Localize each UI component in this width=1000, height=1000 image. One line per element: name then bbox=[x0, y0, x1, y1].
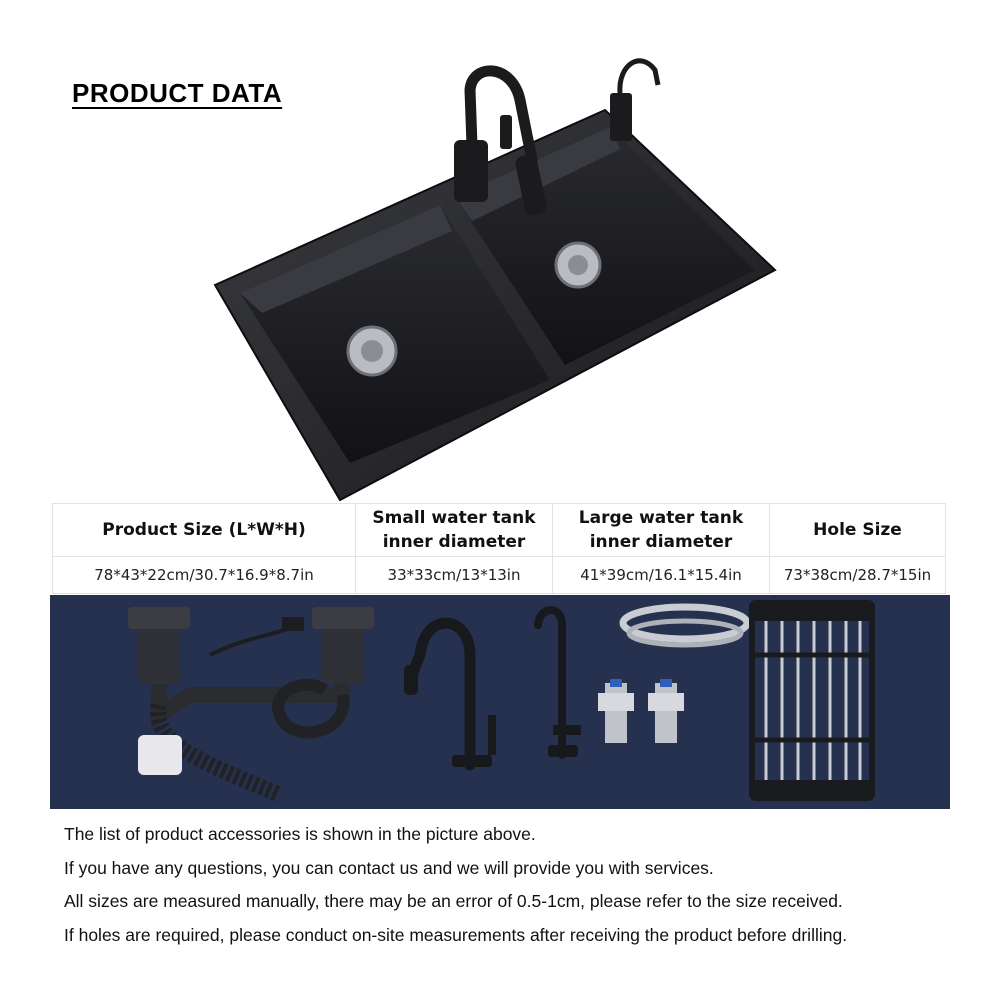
sink-product-image bbox=[200, 45, 800, 505]
hoses-and-angle-valves-icon bbox=[598, 607, 747, 743]
notes-list bbox=[64, 818, 964, 952]
header-small-tank bbox=[356, 504, 553, 557]
value-small-tank: 33*33cm/13*13in bbox=[356, 557, 553, 594]
page-heading: PRODUCT DATA bbox=[72, 78, 283, 108]
accessories-image bbox=[50, 595, 950, 809]
product-spec-table bbox=[52, 503, 946, 594]
header-small-tank-line-2: inner diameter bbox=[382, 532, 526, 552]
drain-pipe-kit-icon bbox=[128, 607, 374, 795]
pull-down-faucet-icon bbox=[404, 623, 496, 767]
spec-header-row bbox=[53, 504, 946, 557]
header-large-tank-line-2: inner diameter bbox=[589, 532, 733, 552]
header-product-size bbox=[53, 504, 356, 557]
value-large-tank: 41*39cm/16.1*15.4in bbox=[553, 557, 770, 594]
value-product-size: 78*43*22cm/30.7*16.9*8.7in bbox=[53, 557, 356, 594]
drain-rack-icon bbox=[752, 603, 872, 798]
header-product-size-line: Product Size (L*W*H) bbox=[102, 520, 306, 540]
header-small-tank-line-1: Small water tank bbox=[372, 508, 536, 528]
header-large-tank bbox=[553, 504, 770, 557]
value-hole-size: 73*38cm/28.7*15in bbox=[770, 557, 946, 594]
note-holes: If holes are required, please conduct on-site measurements after receiving the product before drilling. bbox=[64, 924, 848, 945]
note-measurement: All sizes are measured manually, there may be an error of 0.5-1cm, please refer to the size received. bbox=[64, 891, 843, 911]
water-purifier-faucet-icon bbox=[538, 610, 581, 757]
note-accessories: The list of product accessories is shown in the picture above. bbox=[64, 824, 536, 844]
header-large-tank-line-1: Large water tank bbox=[578, 508, 744, 528]
header-hole-size bbox=[770, 504, 946, 557]
note-contact: If you have any questions, you can contact us and we will provide you with services. bbox=[64, 857, 714, 878]
header-hole-size-line: Hole Size bbox=[813, 520, 902, 540]
spec-value-row bbox=[53, 557, 946, 594]
